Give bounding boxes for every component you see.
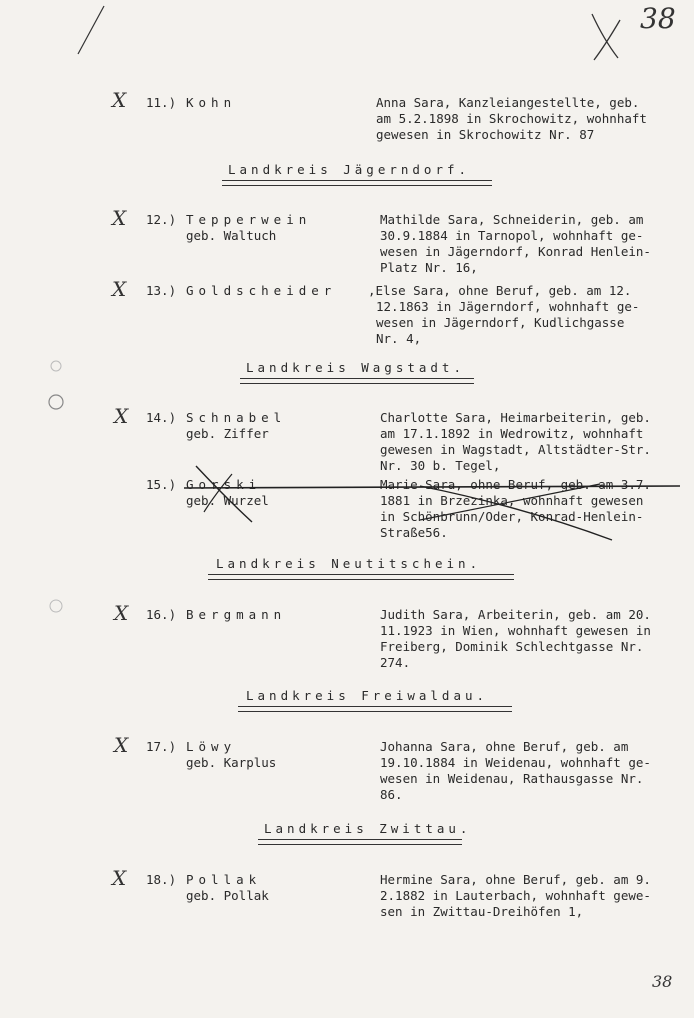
entry-birth-name: geb. Wurzel [186, 493, 269, 508]
entry-line: Johanna Sara, ohne Beruf, geb. am [380, 739, 629, 754]
entry-line: am 5.2.1898 in Skrochowitz, wohnhaft [376, 111, 647, 126]
entry-line: 86. [380, 787, 403, 802]
punch-hole-mark [51, 361, 61, 371]
entry-line: 11.1923 in Wien, wohnhaft gewesen in [380, 623, 651, 638]
check-mark: X [112, 206, 127, 230]
page-number-footer: 38 [652, 972, 673, 991]
check-mark: X [114, 601, 129, 625]
entry-birth-name: geb. Karplus [186, 755, 277, 770]
entry-number: 14.) [146, 410, 177, 425]
entry-line: 12.1863 in Jägerndorf, wohnhaft ge- [376, 299, 640, 314]
check-mark: X [114, 733, 129, 757]
check-mark: X [112, 88, 127, 112]
entry-line: Judith Sara, Arbeiterin, geb. am 20. [380, 607, 651, 622]
district-heading: Landkreis Wagstadt. [246, 360, 465, 375]
entry-line: Charlotte Sara, Heimarbeiterin, geb. [380, 410, 651, 425]
district-heading: Landkreis Freiwaldau. [246, 688, 489, 703]
punch-hole-mark [50, 600, 62, 612]
entry-birth-name: geb. Waltuch [186, 228, 277, 243]
stray-pen-stroke [78, 6, 104, 54]
entry-number: 13.) [146, 283, 177, 298]
entry-number: 11.) [146, 95, 177, 110]
check-mark: X [112, 866, 127, 890]
entry-surname: Gorski [186, 477, 262, 492]
entry-line: Freiberg, Dominik Schlechtgasse Nr. [380, 639, 644, 654]
entry-number: 18.) [146, 872, 177, 887]
entry-surname: Löwy [186, 739, 237, 754]
entry-line: sen in Zwittau-Dreihöfen 1, [380, 904, 584, 919]
entry-birth-name: geb. Pollak [186, 888, 269, 903]
entry-line: Anna Sara, Kanzleiangestellte, geb. [376, 95, 640, 110]
check-mark: X [114, 404, 129, 428]
entry-line: gewesen in Wagstadt, Altstädter-Str. [380, 442, 651, 457]
entry-surname: Goldscheider [186, 283, 337, 298]
cross-out-stroke [420, 484, 600, 520]
district-heading: Landkreis Neutitschein. [216, 556, 482, 571]
entry-line: 30.9.1884 in Tarnopol, wohnhaft ge- [380, 228, 644, 243]
entry-surname: Pollak [186, 872, 262, 887]
entry-surname: Kohn [186, 95, 237, 110]
entry-line: 19.10.1884 in Weidenau, wohnhaft ge- [380, 755, 651, 770]
entry-line: Marie Sara, ohne Beruf, geb. am 3.7. [380, 477, 651, 492]
entry-line: 1881 in Brzezinka, wohnhaft gewesen [380, 493, 644, 508]
cross-out-stroke [196, 466, 252, 522]
district-heading: Landkreis Zwittau. [264, 821, 472, 836]
entry-line: wesen in Jägerndorf, Konrad Henlein- [380, 244, 651, 259]
entry-line: Mathilde Sara, Schneiderin, geb. am [380, 212, 644, 227]
entry-line: Straße56. [380, 525, 448, 540]
entry-line: Hermine Sara, ohne Beruf, geb. am 9. [380, 872, 651, 887]
handwritten-page-number: 38 [640, 2, 676, 35]
cross-out-stroke [420, 486, 612, 540]
entry-surname: Schnabel [186, 410, 287, 425]
entry-line: gewesen in Skrochowitz Nr. 87 [376, 127, 595, 142]
punch-hole-mark [49, 395, 63, 409]
entry-line: Nr. 30 b. Tegel, [380, 458, 501, 473]
entry-line: 2.1882 in Lauterbach, wohnhaft gewe- [380, 888, 651, 903]
entry-surname: Tepperwein [186, 212, 312, 227]
entry-line: wesen in Jägerndorf, Kudlichgasse [376, 315, 625, 330]
entry-birth-name: geb. Ziffer [186, 426, 269, 441]
entry-line: Platz Nr. 16, [380, 260, 478, 275]
entry-line: am 17.1.1892 in Wedrowitz, wohnhaft [380, 426, 644, 441]
entry-surname: Bergmann [186, 607, 287, 622]
entry-line: Nr. 4, [376, 331, 422, 346]
entry-number: 17.) [146, 739, 177, 754]
entry-line: 274. [380, 655, 411, 670]
entry-number: 12.) [146, 212, 177, 227]
district-heading: Landkreis Jägerndorf. [228, 162, 471, 177]
entry-number: 16.) [146, 607, 177, 622]
entry-line: wesen in Weidenau, Rathausgasse Nr. [380, 771, 644, 786]
corner-cross-mark [592, 14, 620, 60]
check-mark: X [112, 277, 127, 301]
entry-number: 15.) [146, 477, 177, 492]
strike-through-line [184, 486, 680, 488]
entry-line: ,Else Sara, ohne Beruf, geb. am 12. [368, 283, 632, 298]
entry-line: in Schönbrunn/Oder, Konrad-Henlein- [380, 509, 644, 524]
